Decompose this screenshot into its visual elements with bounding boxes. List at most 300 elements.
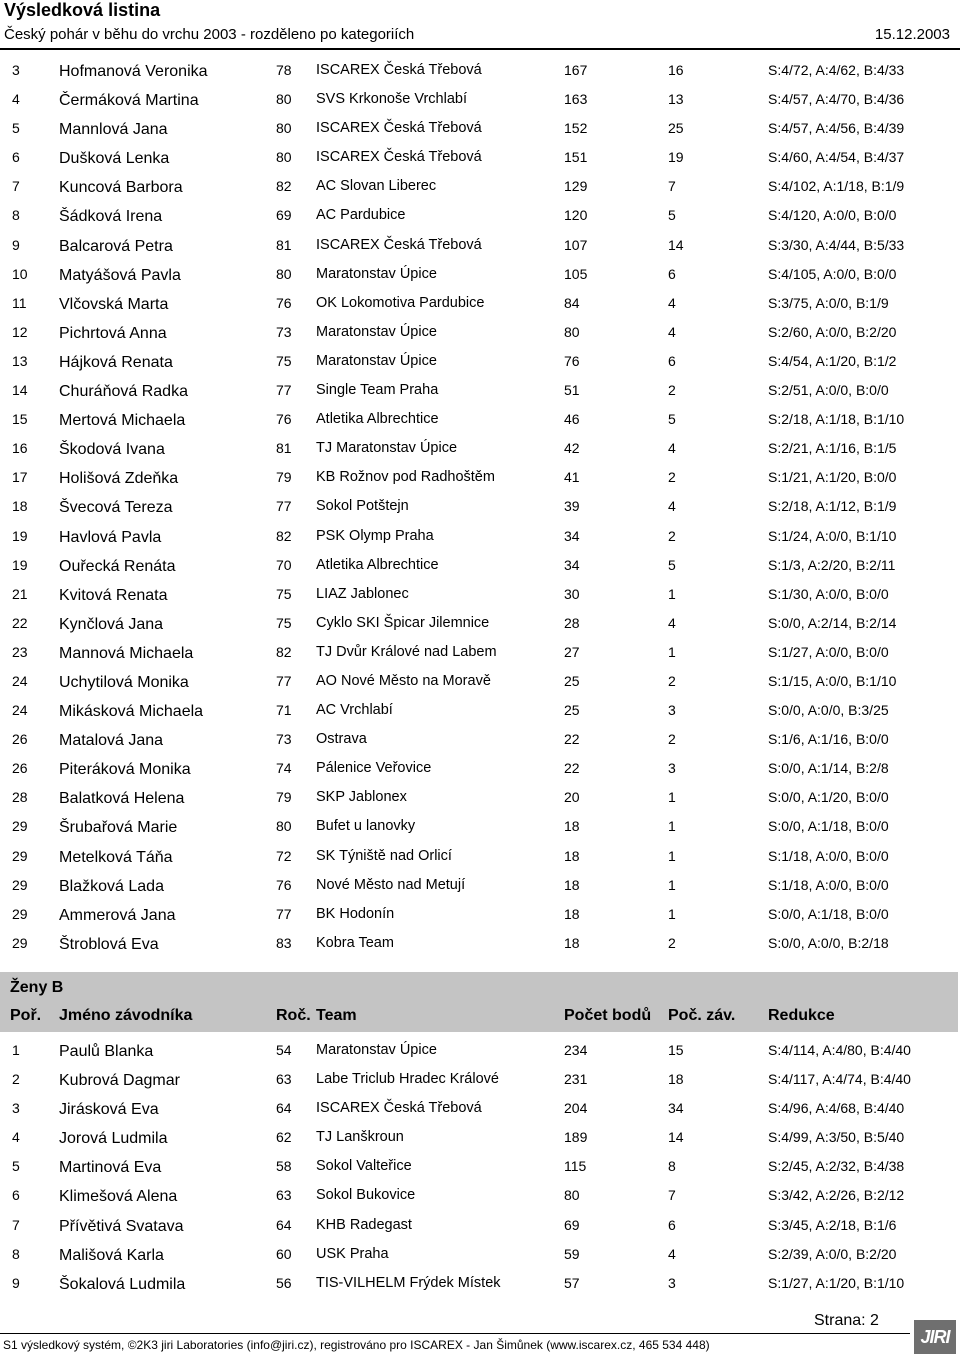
reduction-cell: S:1/6, A:1/16, B:0/0 [768, 731, 889, 748]
points-cell: 46 [564, 411, 580, 428]
reduction-cell: S:4/102, A:1/18, B:1/9 [768, 178, 905, 195]
races-cell: 34 [668, 1100, 684, 1117]
name-cell: Dušková Lenka [59, 150, 170, 168]
year-cell: 82 [276, 527, 292, 544]
points-cell: 34 [564, 527, 580, 544]
column-header-year: Roč. [276, 1007, 311, 1024]
year-cell: 79 [276, 469, 292, 486]
reduction-cell: S:3/42, A:2/26, B:2/12 [768, 1187, 905, 1204]
name-cell: Ammerová Jana [59, 906, 176, 924]
name-cell: Mannová Michaela [59, 644, 194, 662]
name-cell: Paulů Blanka [59, 1043, 154, 1060]
rank-cell: 1 [12, 1042, 20, 1058]
reduction-cell: S:4/99, A:3/50, B:5/40 [768, 1129, 905, 1146]
name-cell: Holišová Zdeňka [59, 470, 179, 488]
table-row [0, 608, 960, 637]
year-cell: 74 [276, 760, 292, 777]
page-subtitle [4, 25, 950, 45]
year-cell: 76 [276, 876, 292, 893]
year-cell: 77 [276, 498, 292, 515]
reduction-cell: S:1/30, A:0/0, B:0/0 [768, 585, 889, 602]
team-cell: Atletika Albrechtice [316, 556, 439, 573]
name-cell: Uchytilová Monika [59, 673, 189, 691]
table-row [0, 200, 960, 229]
races-cell: 5 [668, 411, 676, 428]
team-cell: Labe Triclub Hradec Králové [316, 1071, 499, 1088]
rank-cell: 18 [12, 498, 28, 515]
team-cell: ISCAREX Česká Třebová [316, 120, 482, 137]
table-row [0, 695, 960, 724]
points-cell: 18 [564, 818, 580, 835]
team-cell: ISCAREX Česká Třebová [316, 236, 482, 253]
races-cell: 1 [668, 905, 676, 922]
races-cell: 7 [668, 178, 676, 195]
year-cell: 77 [276, 382, 292, 399]
points-cell: 129 [564, 178, 588, 195]
team-cell: Maratonstav Úpice [316, 1042, 437, 1058]
rank-cell: 24 [12, 672, 28, 689]
team-cell: Bufet u lanovky [316, 818, 416, 835]
races-cell: 8 [668, 1158, 676, 1175]
results-table [0, 55, 960, 957]
races-cell: 7 [668, 1187, 676, 1204]
competition-name: Český pohár v běhu do vrchu 2003 - rozděleno po kategoriích [4, 26, 415, 43]
name-cell: Vlčovská Marta [59, 295, 169, 313]
reduction-cell: S:0/0, A:0/0, B:3/25 [768, 702, 889, 719]
year-cell: 54 [276, 1042, 292, 1058]
table-row [0, 1035, 960, 1064]
races-cell: 4 [668, 1245, 676, 1262]
team-cell: TJ Lanškroun [316, 1129, 404, 1146]
table-row [0, 55, 960, 84]
year-cell: 58 [276, 1158, 292, 1175]
year-cell: 60 [276, 1245, 292, 1262]
jiri-logo: JIRI [914, 1320, 956, 1354]
team-cell: TIS-VILHELM Frýdek Místek [316, 1274, 501, 1291]
rank-cell: 11 [12, 294, 27, 311]
points-cell: 189 [564, 1129, 588, 1146]
rank-cell: 5 [12, 1158, 20, 1175]
year-cell: 80 [276, 91, 292, 108]
year-cell: 69 [276, 207, 292, 224]
reduction-cell: S:4/96, A:4/68, B:4/40 [768, 1100, 905, 1117]
team-cell: OK Lokomotiva Pardubice [316, 294, 485, 311]
footer-divider [0, 1333, 910, 1334]
category-title: Ženy B [10, 979, 64, 996]
year-cell: 81 [276, 440, 292, 457]
name-cell: Švecová Tereza [59, 499, 173, 517]
races-cell: 1 [668, 876, 676, 893]
name-cell: Metelková Táňa [59, 848, 173, 866]
year-cell: 83 [276, 934, 292, 951]
name-cell: Kvitová Renata [59, 586, 168, 604]
points-cell: 167 [564, 62, 588, 78]
name-cell: Šokalová Ludmila [59, 1275, 186, 1293]
reduction-cell: S:2/18, A:1/18, B:1/10 [768, 411, 905, 428]
name-cell: Pichrtová Anna [59, 324, 167, 342]
rank-cell: 13 [12, 352, 28, 369]
rank-cell: 9 [12, 1274, 20, 1291]
races-cell: 13 [668, 91, 684, 108]
name-cell: Martinová Eva [59, 1159, 162, 1177]
table-row [0, 928, 960, 957]
points-cell: 107 [564, 236, 588, 253]
races-cell: 15 [668, 1042, 684, 1058]
points-cell: 152 [564, 120, 588, 137]
reduction-cell: S:0/0, A:1/18, B:0/0 [768, 818, 889, 835]
points-cell: 41 [564, 469, 580, 486]
races-cell: 3 [668, 1274, 676, 1291]
name-cell: Jirásková Eva [59, 1101, 159, 1119]
year-cell: 71 [276, 702, 292, 719]
rank-cell: 16 [12, 440, 28, 457]
table-row [0, 782, 960, 811]
races-cell: 1 [668, 643, 676, 660]
year-cell: 82 [276, 643, 292, 660]
rank-cell: 21 [12, 585, 28, 602]
reduction-cell: S:4/120, A:0/0, B:0/0 [768, 207, 897, 224]
table-row [0, 346, 960, 375]
name-cell: Přívětivá Svatava [59, 1217, 184, 1235]
rank-cell: 14 [12, 382, 28, 399]
name-cell: Jorová Ludmila [59, 1130, 168, 1148]
team-cell: ISCAREX Česká Třebová [316, 1100, 482, 1117]
year-cell: 80 [276, 149, 292, 166]
reduction-cell: S:4/57, A:4/56, B:4/39 [768, 120, 905, 137]
rank-cell: 6 [12, 149, 20, 166]
team-cell: SK Týniště nad Orlicí [316, 847, 452, 864]
table-row [0, 84, 960, 113]
rank-cell: 22 [12, 614, 28, 631]
rank-cell: 8 [12, 1245, 20, 1262]
name-cell: Klimešová Alena [59, 1188, 178, 1206]
reduction-cell: S:2/39, A:0/0, B:2/20 [768, 1245, 897, 1262]
name-cell: Ouřecká Renáta [59, 557, 176, 575]
points-cell: 234 [564, 1042, 588, 1058]
column-header-reduction: Redukce [768, 1007, 835, 1024]
name-cell: Škodová Ivana [59, 441, 165, 459]
races-cell: 25 [668, 120, 684, 137]
name-cell: Šrubařová Marie [59, 819, 178, 837]
races-cell: 3 [668, 702, 676, 719]
name-cell: Kubrová Dagmar [59, 1072, 180, 1090]
team-cell: AO Nové Město na Moravě [316, 672, 491, 689]
points-cell: 204 [564, 1100, 588, 1117]
races-cell: 14 [668, 1129, 684, 1146]
team-cell: Nové Město nad Metují [316, 876, 466, 893]
name-cell: Piteráková Monika [59, 761, 191, 779]
table-row [0, 637, 960, 666]
reduction-cell: S:4/117, A:4/74, B:4/40 [768, 1071, 911, 1088]
name-cell: Balcarová Petra [59, 237, 173, 255]
name-cell: Šádková Irena [59, 208, 163, 226]
rank-cell: 10 [12, 265, 28, 282]
year-cell: 73 [276, 323, 292, 340]
rank-cell: 6 [12, 1187, 20, 1204]
team-cell: AC Pardubice [316, 207, 406, 224]
table-row [0, 899, 960, 928]
team-cell: Single Team Praha [316, 382, 439, 399]
team-cell: Ostrava [316, 731, 367, 748]
table-row [0, 1122, 960, 1151]
races-cell: 2 [668, 672, 676, 689]
reduction-cell: S:3/45, A:2/18, B:1/6 [768, 1216, 897, 1233]
races-cell: 18 [668, 1071, 684, 1088]
reduction-cell: S:0/0, A:1/20, B:0/0 [768, 789, 889, 806]
table-row [0, 259, 960, 288]
team-cell: Sokol Valteřice [316, 1158, 412, 1175]
points-cell: 105 [564, 265, 588, 282]
reduction-cell: S:4/105, A:0/0, B:0/0 [768, 265, 897, 282]
reduction-cell: S:3/75, A:0/0, B:1/9 [768, 294, 889, 311]
reduction-cell: S:4/54, A:1/20, B:1/2 [768, 352, 897, 369]
year-cell: 76 [276, 411, 292, 428]
name-cell: Blažková Lada [59, 877, 164, 895]
rank-cell: 2 [12, 1071, 20, 1088]
team-cell: ISCAREX Česká Třebová [316, 149, 482, 166]
team-cell: SKP Jablonex [316, 789, 407, 806]
team-cell: Cyklo SKI Špicar Jilemnice [316, 614, 490, 631]
points-cell: 28 [564, 614, 580, 631]
results-table-group-b [0, 1035, 960, 1297]
year-cell: 78 [276, 62, 292, 78]
reduction-cell: S:0/0, A:2/14, B:2/14 [768, 614, 897, 631]
rank-cell: 26 [12, 760, 28, 777]
reduction-cell: S:1/21, A:1/20, B:0/0 [768, 469, 897, 486]
team-cell: Sokol Bukovice [316, 1187, 416, 1204]
year-cell: 72 [276, 847, 292, 864]
table-row [0, 171, 960, 200]
year-cell: 82 [276, 178, 292, 195]
year-cell: 76 [276, 294, 292, 311]
points-cell: 22 [564, 760, 580, 777]
table-row [0, 811, 960, 840]
team-cell: ISCAREX Česká Třebová [316, 62, 482, 78]
year-cell: 63 [276, 1187, 292, 1204]
table-row [0, 462, 960, 491]
points-cell: 51 [564, 382, 580, 399]
table-row [0, 142, 960, 171]
table-row [0, 288, 960, 317]
name-cell: Matalová Jana [59, 732, 164, 750]
name-cell: Mannlová Jana [59, 121, 168, 139]
name-cell: Havlová Pavla [59, 528, 162, 546]
footer-credits: S1 výsledkový systém, ©2K3 jiri Laboratories (info@jiri.cz), registrováno pro ISCAREX - Jan Šimůnek (www.iscarex.cz, 465 534 448) [3, 1338, 710, 1352]
reduction-cell: S:0/0, A:1/14, B:2/8 [768, 760, 889, 777]
points-cell: 27 [564, 643, 580, 660]
races-cell: 1 [668, 847, 676, 864]
rank-cell: 26 [12, 731, 28, 748]
rank-cell: 17 [12, 469, 28, 486]
name-cell: Hofmanová Veronika [59, 63, 208, 80]
name-cell: Matyášová Pavla [59, 266, 181, 284]
rank-cell: 29 [12, 818, 28, 835]
name-cell: Churáňová Radka [59, 383, 188, 401]
races-cell: 2 [668, 527, 676, 544]
table-row [0, 1268, 960, 1297]
points-cell: 25 [564, 672, 580, 689]
races-cell: 19 [668, 149, 684, 166]
table-row [0, 230, 960, 259]
rank-cell: 3 [12, 62, 20, 78]
name-cell: Mališová Karla [59, 1246, 164, 1264]
races-cell: 5 [668, 556, 676, 573]
points-cell: 42 [564, 440, 580, 457]
reduction-cell: S:2/51, A:0/0, B:0/0 [768, 382, 889, 399]
reduction-cell: S:1/3, A:2/20, B:2/11 [768, 556, 896, 573]
table-row [0, 579, 960, 608]
table-row [0, 841, 960, 870]
points-cell: 57 [564, 1274, 580, 1291]
year-cell: 62 [276, 1129, 292, 1146]
points-cell: 120 [564, 207, 588, 224]
rank-cell: 19 [12, 556, 28, 573]
team-cell: BK Hodonín [316, 905, 395, 922]
reduction-cell: S:2/18, A:1/12, B:1/9 [768, 498, 897, 515]
reduction-cell: S:1/24, A:0/0, B:1/10 [768, 527, 897, 544]
table-row [0, 113, 960, 142]
table-row [0, 1239, 960, 1268]
races-cell: 4 [668, 614, 676, 631]
table-row [0, 1093, 960, 1122]
races-cell: 1 [668, 585, 676, 602]
team-cell: SVS Krkonoše Vrchlabí [316, 91, 467, 108]
year-cell: 80 [276, 120, 292, 137]
name-cell: Kuncová Barbora [59, 179, 183, 197]
rank-cell: 24 [12, 702, 28, 719]
rank-cell: 5 [12, 120, 20, 137]
name-cell: Hájková Renata [59, 353, 173, 371]
reduction-cell: S:1/18, A:0/0, B:0/0 [768, 876, 889, 893]
points-cell: 34 [564, 556, 580, 573]
table-row [0, 521, 960, 550]
team-cell: AC Vrchlabí [316, 702, 393, 719]
name-cell: Balatková Helena [59, 790, 185, 808]
reduction-cell: S:4/60, A:4/54, B:4/37 [768, 149, 905, 166]
table-row [0, 1151, 960, 1180]
reduction-cell: S:2/60, A:0/0, B:2/20 [768, 323, 897, 340]
rank-cell: 29 [12, 934, 28, 951]
rank-cell: 9 [12, 236, 20, 253]
rank-cell: 23 [12, 643, 28, 660]
points-cell: 151 [564, 149, 588, 166]
points-cell: 84 [564, 294, 580, 311]
year-cell: 79 [276, 789, 292, 806]
column-header-points: Počet bodů [564, 1007, 652, 1024]
team-cell: LIAZ Jablonec [316, 585, 409, 602]
races-cell: 6 [668, 1216, 676, 1233]
year-cell: 77 [276, 905, 292, 922]
rank-cell: 29 [12, 905, 28, 922]
table-row [0, 433, 960, 462]
team-cell: Maratonstav Úpice [316, 323, 437, 340]
reduction-cell: S:1/18, A:0/0, B:0/0 [768, 847, 889, 864]
reduction-cell: S:4/57, A:4/70, B:4/36 [768, 91, 905, 108]
year-cell: 75 [276, 585, 292, 602]
header-divider [0, 48, 960, 50]
name-cell: Mertová Michaela [59, 412, 186, 430]
rank-cell: 8 [12, 207, 20, 224]
points-cell: 80 [564, 1187, 580, 1204]
reduction-cell: S:2/45, A:2/32, B:4/38 [768, 1158, 905, 1175]
points-cell: 59 [564, 1245, 580, 1262]
rank-cell: 4 [12, 1129, 20, 1146]
team-cell: Maratonstav Úpice [316, 265, 437, 282]
races-cell: 4 [668, 294, 676, 311]
races-cell: 4 [668, 498, 676, 515]
year-cell: 64 [276, 1216, 292, 1233]
races-cell: 14 [668, 236, 684, 253]
team-cell: Sokol Potštejn [316, 498, 409, 515]
team-cell: Maratonstav Úpice [316, 352, 437, 369]
reduction-cell: S:1/15, A:0/0, B:1/10 [768, 672, 897, 689]
points-cell: 18 [564, 934, 580, 951]
year-cell: 77 [276, 672, 292, 689]
table-row [0, 666, 960, 695]
races-cell: 6 [668, 352, 676, 369]
points-cell: 22 [564, 731, 580, 748]
table-row [0, 1180, 960, 1209]
races-cell: 2 [668, 469, 676, 486]
page-number: Strana: 2 [814, 1312, 879, 1329]
points-cell: 25 [564, 702, 580, 719]
name-cell: Štroblová Eva [59, 935, 159, 953]
races-cell: 2 [668, 382, 676, 399]
rank-cell: 7 [12, 178, 20, 195]
reduction-cell: S:3/30, A:4/44, B:5/33 [768, 236, 905, 253]
team-cell: USK Praha [316, 1245, 389, 1262]
column-header-races: Poč. záv. [668, 1007, 736, 1024]
table-row [0, 550, 960, 579]
points-cell: 18 [564, 876, 580, 893]
races-cell: 2 [668, 934, 676, 951]
table-row [0, 870, 960, 899]
points-cell: 39 [564, 498, 580, 515]
races-cell: 4 [668, 323, 676, 340]
year-cell: 75 [276, 614, 292, 631]
team-cell: KHB Radegast [316, 1216, 412, 1233]
team-cell: AC Slovan Liberec [316, 178, 437, 195]
reduction-cell: S:1/27, A:0/0, B:0/0 [768, 643, 889, 660]
table-row [0, 317, 960, 346]
team-cell: KB Rožnov pod Radhoštěm [316, 469, 495, 486]
team-cell: PSK Olymp Praha [316, 527, 434, 544]
reduction-cell: S:4/114, A:4/80, B:4/40 [768, 1042, 911, 1058]
year-cell: 70 [276, 556, 292, 573]
team-cell: TJ Dvůr Králové nad Labem [316, 643, 497, 660]
year-cell: 73 [276, 731, 292, 748]
column-header-name: Jméno závodníka [59, 1007, 193, 1024]
year-cell: 80 [276, 265, 292, 282]
reduction-cell: S:0/0, A:0/0, B:2/18 [768, 934, 889, 951]
points-cell: 18 [564, 905, 580, 922]
team-cell: Pálenice Veřovice [316, 760, 432, 777]
team-cell: TJ Maratonstav Úpice [316, 440, 458, 457]
points-cell: 76 [564, 352, 580, 369]
races-cell: 3 [668, 760, 676, 777]
table-row [0, 753, 960, 782]
table-row [0, 375, 960, 404]
column-header-team: Team [316, 1007, 357, 1024]
rank-cell: 15 [12, 411, 28, 428]
points-cell: 115 [564, 1158, 587, 1175]
table-row [0, 491, 960, 520]
rank-cell: 19 [12, 527, 28, 544]
races-cell: 5 [668, 207, 676, 224]
points-cell: 231 [564, 1071, 588, 1088]
report-date: 15.12.2003 [874, 26, 950, 43]
year-cell: 63 [276, 1071, 292, 1088]
